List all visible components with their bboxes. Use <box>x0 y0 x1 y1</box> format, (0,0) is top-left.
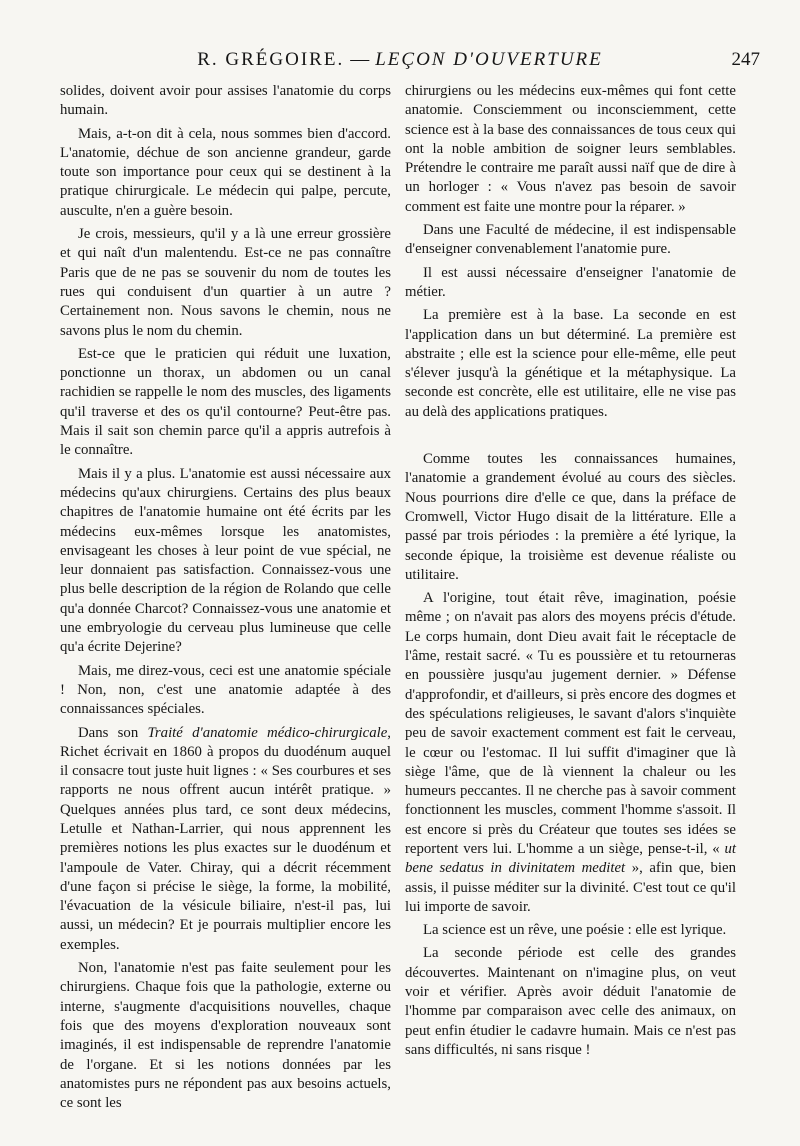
text-run: Mais il y a plus. L'anatomie est aussi nécessaire aux médecins qu'aux chirurgiens. Certains des plus beaux chapitres de l'anatomie humaine ont été écrits par les médecins eux-mêmes lorsque les anatomistes, envisageant les choses à leur point de vue spécial, ne leur donnaient pas satisfaction. Connaissez-vous une plus belle description de la région de Rolando que celle qu'a donnée Charcot? Connaissez-vous une anatomie et une embryologie du cerveau plus lumineuse que celle qu'a écrite Dejerine? <box>60 465 391 656</box>
text-run: Est-ce que le praticien qui réduit une luxation, ponctionne un thorax, un abdomen ou un canal rachidien se rappelle le nom des muscles, des ligaments qu'il traverse et des os qu'il contourne? Peut-être pas. Mais il sait son chemin parce qu'il a appris autrefois à le connaître. <box>60 345 391 459</box>
running-title <box>0 48 800 72</box>
text-run: La première est à la base. La seconde en est l'application dans un but déterminé. La première est abstraite ; elle est la science pour elle-même, elle peut s'élever jusqu'à la génétique et la métaphysique. La seconde est concrète, elle est utilitaire, elle ne vise pas au delà des applications pratiques. <box>405 307 736 420</box>
paragraph <box>405 82 736 217</box>
italic-text: Traité d'anatomie médico-chirurgicale <box>147 724 388 741</box>
paragraph <box>60 82 391 121</box>
text-run: , Richet écrivait en 1860 à propos du duodénum auquel il consacre tout juste huit lignes : « Ses courbures et ses rapports ne nous offrent aucun intérêt pratique. » Quelques années plus tard, ce sont deux médecins, Letulle et Nathan-Larrier, qui nous apprennent les premières notions les plus exactes sur le duodénum et l'ampoule de Vater. Chiray, qui a décrit récemment d'une façon si précise le siège, la forme, la mobilité, l'évacuation de la vésicule biliaire, n'est-il pas, lui aussi, un médecin? Et je pourrais multiplier encore les exemples. <box>60 724 391 953</box>
paragraph <box>405 264 736 303</box>
paragraph <box>405 921 736 940</box>
text-run: Je crois, messieurs, qu'il y a là une erreur grossière et qui naît d'un malentendu. Est-ce ne pas connaître Paris que de ne pas se souvenir du nom de toutes les rues qui conduisent d'un quartier à un autre ? Certainement non. Nous savons le chemin, nous ne savons plus le nom du chemin. <box>60 226 391 339</box>
running-head <box>0 48 800 72</box>
paragraph <box>405 450 736 585</box>
lecture-title: LEÇON D'OUVERTURE <box>375 49 603 70</box>
text-run: Mais, me direz-vous, ceci est une anatomie spéciale ! Non, non, c'est une anatomie adaptée à des connaissances spéciales. <box>60 662 391 718</box>
author-name: R. GRÉGOIRE. <box>197 49 345 70</box>
text-run: Il est aussi nécessaire d'enseigner l'anatomie de métier. <box>405 264 736 300</box>
paragraph <box>60 724 391 956</box>
italic-text: ut bene sedatus in divinitatem meditet <box>405 840 736 877</box>
text-run: chirurgiens ou les médecins eux-mêmes qui font cette anatomie. Consciemment ou inconsciemment, cette science est à la base des connaissances de tous ceux qui ont la noble ambition de soigner leurs semblables. Prétendre le contraire me paraît aussi naïf que de dire à un horloger : « Vous n'avez pas besoin de savoir comment est faite une montre pour la réparer. » <box>405 83 736 215</box>
text-run: Dans son <box>78 724 148 741</box>
paragraph <box>60 662 391 720</box>
page-number: 247 <box>731 49 760 70</box>
paragraph <box>60 225 391 341</box>
text-run: Comme toutes les connaissances humaines, l'anatomie a grandement évolué au cours des siècles. Nous pourrions dire d'elle ce que, dans la préface de Cromwell, Victor Hugo disait de la littérature. Elle a passé par trois périodes : la première a été lyrique, la seconde épique, la troisième est devenue réaliste ou utilitaire. <box>405 451 736 583</box>
text-run: La seconde période est celle des grandes découvertes. Maintenant on n'imagine plus, on veut voir et vérifier. Après avoir déduit l'anatomie de l'homme par comparaison avec celle des animaux, on peut enfin étudier le cadavre humain. Mais ce n'est pas sans difficultés, ni sans risque ! <box>405 945 736 1058</box>
paragraph <box>405 221 736 260</box>
title-separator: — <box>350 49 370 70</box>
paragraph <box>405 944 736 1060</box>
paragraph <box>60 125 391 221</box>
text-run: La science est un rêve, une poésie : elle est lyrique. <box>423 922 727 939</box>
text-run: Dans une Faculté de médecine, il est indispensable d'enseigner convenablement l'anatomie pure. <box>405 222 736 258</box>
paragraph <box>405 306 736 422</box>
paragraph <box>60 345 391 461</box>
right-text-column <box>405 82 736 1064</box>
paragraph <box>60 959 391 1113</box>
text-run: », afin que, bien assis, il puisse méditer sur la divinité. C'est tout ce qu'il lui importe de savoir. <box>405 860 736 915</box>
text-run: Mais, a-t-on dit à cela, nous sommes bien d'accord. L'anatomie, déchue de son ancienne grandeur, garde toute son importance pour ceux qui se destinent à la pratique chirurgicale. Le médecin qui palpe, percute, ausculte, n'en a guère besoin. <box>60 125 391 219</box>
text-run: Non, l'anatomie n'est pas faite seulement pour les chirurgiens. Chaque fois que la pathologie, externe ou interne, s'augmente d'acquisitions nouvelles, chaque fois que des moyens d'exploration nouveaux sont imaginés, il est indispensable de reprendre l'anatomie de l'organe. Et si les notions données par les anatomistes purs ne répondent pas aux besoins actuels, ce sont les <box>60 960 391 1112</box>
text-run: solides, doivent avoir pour assises l'anatomie du corps humain. <box>60 83 391 119</box>
text-run: A l'origine, tout était rêve, imagination, poésie même ; on n'avait pas alors des moyens précis d'étude. Le corps humain, dont Dieu avait fait le réceptacle de l'âme, restait sacré. « Tu es poussière et tu retourneras en poussière jusqu'au jugement dernier. » Défense d'approfondir, et d'ailleurs, si près encore des dogmes et des spéculations religieuses, le savant d'alors s'inquiète peu de savoir exactement comment est fait le cerveau, le cœur ou l'estomac. Il lui suffit d'imaginer que là siège l'âme, que de là viennent la chaleur ou les humeurs peccantes. Il ne cherche pas à savoir comment fonctionnent les muscles, comment l'homme s'assoit. Il est encore si près du Créateur que toutes ses idées se reportent vers lui. L'homme a un siège, pense-t-il, « <box>405 590 736 857</box>
paragraph <box>60 465 391 658</box>
left-text-column <box>60 82 391 1117</box>
paragraph <box>405 589 736 917</box>
